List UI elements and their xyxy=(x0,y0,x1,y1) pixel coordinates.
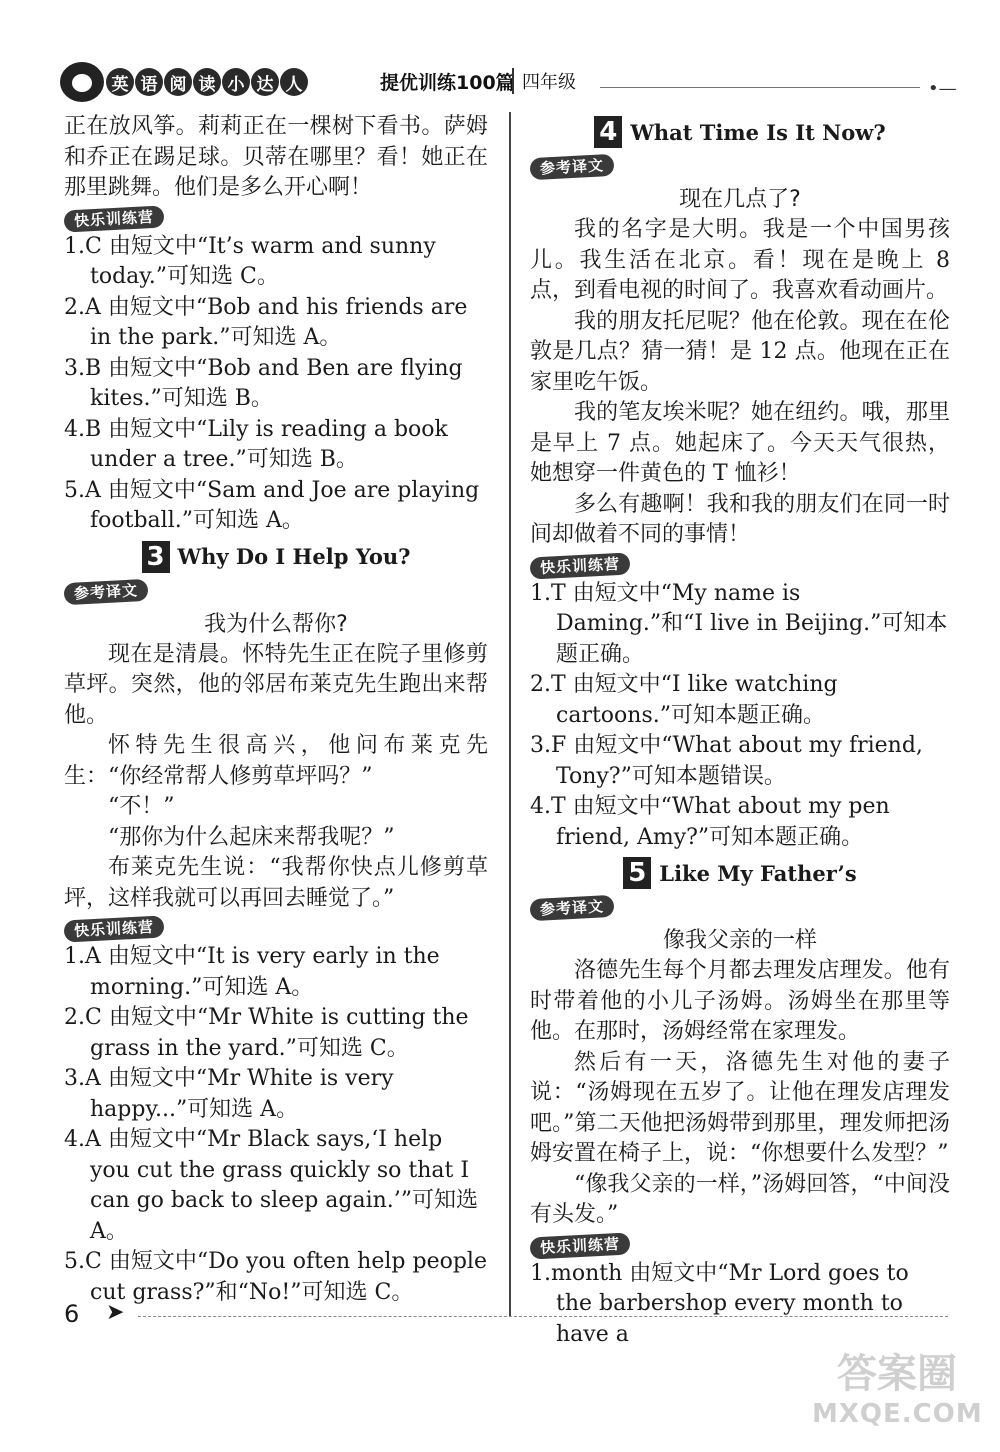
answer-item: 3.A 由短文中“Mr White is very happy...”可知选 A。 xyxy=(64,1066,394,1122)
logo-char: 阅 xyxy=(164,68,192,96)
series-title: 提优训练100篇 xyxy=(380,72,515,94)
intro-paragraph: 正在放风筝。莉莉正在一棵树下看书。萨姆和乔正在踢足球。贝蒂在哪里？看！她正在那里跳舞。他们是多么开心啊！ xyxy=(64,114,488,200)
translation-paragraph: 我的笔友埃米呢？她在纽约。哦，那里是早上 7 点。她起床了。今天天气很热，她想穿一件黄色的 T 恤衫！ xyxy=(530,400,950,486)
book-logo xyxy=(60,62,308,102)
dots-icon: •— xyxy=(928,78,957,99)
translation-paragraph: 现在是清晨。怀特先生正在院子里修剪草坪。突然，他的邻居布莱克先生跑出来帮他。 xyxy=(64,641,488,728)
left-column xyxy=(64,112,488,1308)
unit-number: 4 xyxy=(594,116,622,148)
right-column xyxy=(530,112,950,1350)
unit-title: What Time Is It Now? xyxy=(630,119,886,145)
section-tag: 快乐训练营 xyxy=(63,915,164,942)
page-number: 6 xyxy=(64,1300,80,1328)
answer-item: 1.T 由短文中“My name is Daming.”和“I live in Beijing.”可知本题正确。 xyxy=(530,580,948,667)
answer-item: 2.T 由短文中“I like watching cartoons.”可知本题正确。 xyxy=(530,672,838,728)
translation-title: 现在几点了? xyxy=(679,187,801,212)
translation-paragraph: 洛德先生每个月都去理发店理发。他有时带着他的小儿子汤姆。汤姆坐在那里等他。在那时，汤姆经常在家理发。 xyxy=(530,958,950,1044)
section-tag: 快乐训练营 xyxy=(529,1232,630,1259)
answer-item: 1.A 由短文中“It is very early in the morning.”可知选 A。 xyxy=(64,944,440,1000)
translation-paragraph: “那你为什么起床来帮我呢？” xyxy=(108,824,395,850)
logo-char: 达 xyxy=(251,68,279,96)
watermark-logo: 答案圈 xyxy=(837,1351,957,1397)
answer-item: 3.B 由短文中“Bob and Ben are flying kites.”可知选 B。 xyxy=(64,355,463,411)
logo-char: 读 xyxy=(193,68,221,96)
unit-heading xyxy=(530,116,950,148)
answer-item: 2.C 由短文中“Mr White is cutting the grass in the yard.”可知选 C。 xyxy=(64,1005,469,1061)
answer-item: 5.A 由短文中“Sam and Joe are playing football.”可知选 A。 xyxy=(64,477,480,533)
watermark-url: MXQE.COM xyxy=(812,1399,983,1429)
answer-item: 1.month 由短文中“Mr Lord goes to the barbershop every month to have a xyxy=(530,1260,909,1347)
footer-rule xyxy=(138,1316,948,1317)
answer-item: 4.B 由短文中“Lily is reading a book under a tree.”可知选 B。 xyxy=(64,416,448,472)
unit-number: 3 xyxy=(142,541,170,573)
translation-title: 像我父亲的一样 xyxy=(662,928,817,953)
arrow-icon: ➤ xyxy=(106,1300,125,1325)
mascot-icon xyxy=(60,62,104,102)
translation-paragraph: 然后有一天，洛德先生对他的妻子说：“汤姆现在五岁了。让他在理发店理发吧。”第二天他把汤姆带到那里，理发师把汤姆安置在椅子上，说：“你想要什么发型？” xyxy=(530,1049,950,1166)
page-header xyxy=(60,62,960,102)
answer-item: 2.A 由短文中“Bob and his friends are in the park.”可知选 A。 xyxy=(64,294,468,350)
page-footer xyxy=(64,1300,954,1330)
logo-title xyxy=(106,68,308,96)
answer-item: 1.C 由短文中“It’s warm and sunny today.”可知选 C。 xyxy=(64,233,436,289)
column-divider xyxy=(509,112,511,1317)
answer-item: 5.C 由短文中“Do you often help people cut grass?”和“No!”可知选 C。 xyxy=(64,1249,487,1305)
translation-paragraph: “不！” xyxy=(108,794,175,819)
translation-paragraph: 布莱克先生说：“我帮你快点儿修剪草坪，这样我就可以再回去睡觉了。” xyxy=(64,855,488,911)
section-tag: 参考译文 xyxy=(529,895,614,921)
translation-paragraph: 怀特先生很高兴，他问布莱克先生：“你经常帮人修剪草坪吗？” xyxy=(64,733,488,789)
unit-title: Why Do I Help You? xyxy=(177,544,411,569)
grade-label: 四年级 xyxy=(512,68,576,94)
translation-paragraph: 我的名字是大明。我是一个中国男孩儿。我生活在北京。看！现在是晚上 8 点，到看电视的时间了。我喜欢看动画片。 xyxy=(530,217,950,303)
logo-char: 语 xyxy=(135,68,163,96)
section-tag: 参考译文 xyxy=(63,578,148,604)
unit-heading xyxy=(64,541,488,573)
translation-paragraph: “像我父亲的一样，”汤姆回答，“中间没有头发。” xyxy=(530,1171,950,1227)
answer-item: 4.A 由短文中“Mr Black says,‘I help you cut the grass quickly so that I can go back to sleep again.’”可知选 A。 xyxy=(64,1127,479,1244)
section-tag: 快乐训练营 xyxy=(63,205,164,232)
unit-heading xyxy=(530,857,950,889)
section-tag: 参考译文 xyxy=(529,154,614,180)
unit-number: 5 xyxy=(623,857,651,889)
section-tag: 快乐训练营 xyxy=(529,552,630,579)
answer-item: 3.F 由短文中“What about my friend, Tony?”可知本题错误。 xyxy=(530,733,923,789)
header-rule xyxy=(600,87,920,88)
translation-title: 我为什么帮你? xyxy=(204,611,348,637)
translation-paragraph: 我的朋友托尼呢？他在伦敦。现在在伦敦是几点？猜一猜！是 12 点。他现在正在家里吃午饭。 xyxy=(530,308,950,395)
logo-char: 人 xyxy=(280,68,308,96)
logo-char: 小 xyxy=(222,68,250,96)
translation-paragraph: 多么有趣啊！我和我的朋友们在同一时间却做着不同的事情！ xyxy=(530,491,950,547)
answer-item: 4.T 由短文中“What about my pen friend, Amy?”可知本题正确。 xyxy=(530,794,890,850)
site-watermark xyxy=(812,1350,982,1445)
logo-char: 英 xyxy=(106,68,134,96)
unit-title: Like My Father’s xyxy=(659,860,857,886)
